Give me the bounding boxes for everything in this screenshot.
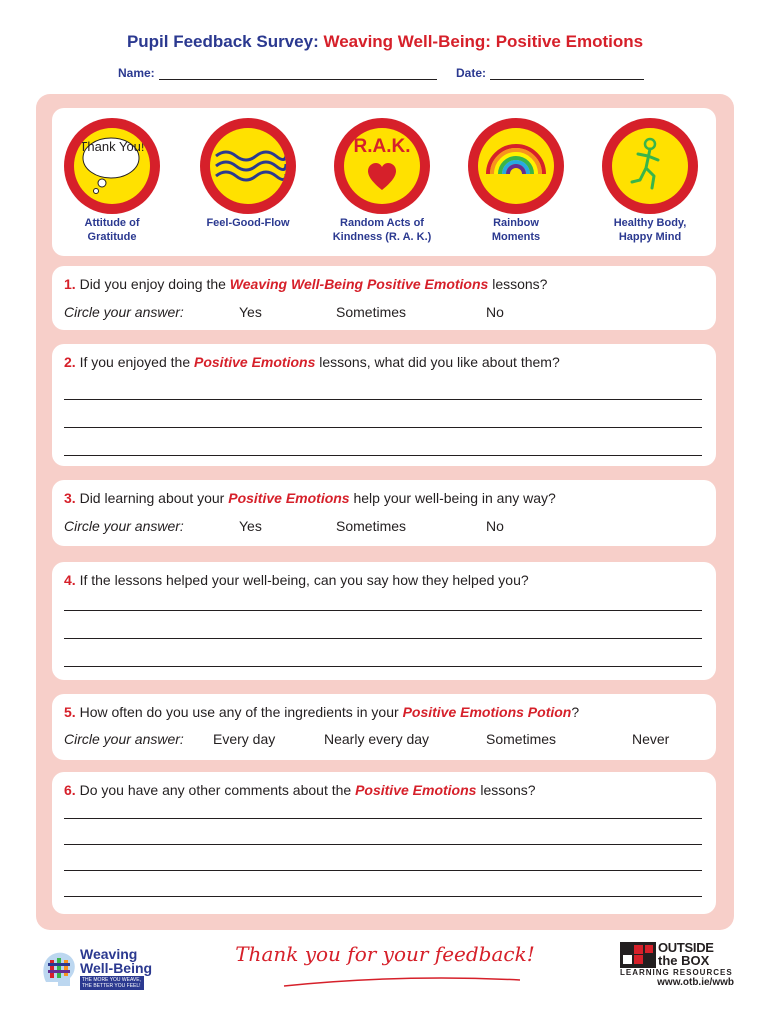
rainbow-badge bbox=[468, 118, 564, 214]
wwb-line2: Well-Being bbox=[80, 960, 153, 976]
question-6-card bbox=[52, 772, 716, 914]
question-5-card bbox=[52, 694, 716, 760]
answer-option-no[interactable]: No bbox=[486, 304, 504, 320]
answer-line[interactable] bbox=[64, 399, 702, 400]
question-3-text: 3. Did learning about your Positive Emotions help your well-being in any way? bbox=[64, 490, 556, 506]
question-1-card bbox=[52, 266, 716, 330]
badge-label-flow: Feel-Good-Flow bbox=[206, 217, 290, 229]
badge-label-gratitude: Attitude of Gratitude bbox=[84, 217, 140, 243]
question-1-text: 1. Did you enjoy doing the Weaving Well-Being Positive Emotions lessons? bbox=[64, 276, 548, 292]
rainbow-icon bbox=[478, 128, 554, 204]
badge-label-rak: Random Acts of Kindness (R. A. K.) bbox=[332, 217, 432, 243]
date-label: Date: bbox=[456, 66, 487, 80]
question-4-card bbox=[52, 562, 716, 680]
rak-text: R.A.K. bbox=[353, 136, 411, 157]
otb-url[interactable]: www.otb.ie/wwb bbox=[657, 977, 734, 988]
answer-option-sometimes[interactable]: Sometimes bbox=[336, 304, 407, 320]
answer-option-every-day[interactable]: Every day bbox=[213, 731, 276, 747]
circle-answer-label: Circle your answer: bbox=[64, 731, 184, 747]
answer-line[interactable] bbox=[64, 638, 702, 639]
badges-card bbox=[52, 108, 716, 256]
answer-line[interactable] bbox=[64, 818, 702, 819]
page-title bbox=[0, 32, 770, 52]
question-2-card bbox=[52, 344, 716, 466]
answer-line[interactable] bbox=[64, 610, 702, 611]
waves-icon bbox=[210, 128, 286, 204]
otb-subtitle: LEARNING RESOURCES bbox=[620, 968, 733, 977]
answer-line[interactable] bbox=[64, 870, 702, 871]
answer-option-nearly-every-day[interactable]: Nearly every day bbox=[324, 731, 430, 747]
name-label: Name: bbox=[118, 66, 155, 80]
badge-label-rainbow: Rainbow Moments bbox=[491, 217, 541, 243]
badge-label-healthy: Healthy Body, Happy Mind bbox=[613, 217, 687, 243]
answer-option-never[interactable]: Never bbox=[632, 731, 670, 747]
otb-line2: the BOX bbox=[658, 953, 710, 968]
question-4-text: 4. If the lessons helped your well-being, can you say how they helped you? bbox=[64, 572, 529, 588]
answer-line[interactable] bbox=[64, 455, 702, 456]
otb-line1: OUTSIDE bbox=[658, 940, 714, 955]
title-prefix: Pupil Feedback Survey: bbox=[126, 32, 319, 51]
question-2-text: 2. If you enjoyed the Positive Emotions lessons, what did you like about them? bbox=[64, 354, 560, 370]
healthy-badge bbox=[602, 118, 698, 214]
answer-line[interactable] bbox=[64, 427, 702, 428]
circle-answer-label: Circle your answer: bbox=[64, 518, 184, 534]
title-main: Weaving Well-Being: Positive Emotions bbox=[323, 32, 644, 51]
name-input-line[interactable] bbox=[159, 68, 437, 80]
question-5-text: 5. How often do you use any of the ingredients in your Positive Emotions Potion? bbox=[64, 704, 580, 720]
outside-the-box-logo bbox=[620, 940, 738, 990]
answer-line[interactable] bbox=[64, 844, 702, 845]
answer-line[interactable] bbox=[64, 666, 702, 667]
circle-answer-label: Circle your answer: bbox=[64, 304, 184, 320]
thanks-underline-swoosh bbox=[282, 976, 522, 988]
question-3-card bbox=[52, 480, 716, 546]
answer-line[interactable] bbox=[64, 896, 702, 897]
wwb-tagline: THE MORE YOU WEAVE, THE BETTER YOU FEEL! bbox=[80, 976, 144, 990]
answer-option-sometimes[interactable]: Sometimes bbox=[486, 731, 557, 747]
answer-option-sometimes[interactable]: Sometimes bbox=[336, 518, 407, 534]
otb-blocks-icon bbox=[620, 942, 656, 968]
thank-you-message: Thank you for your feedback! bbox=[235, 942, 535, 966]
rak-badge bbox=[334, 118, 430, 214]
flow-badge bbox=[200, 118, 296, 214]
gratitude-badge bbox=[64, 118, 160, 214]
thank-you-text: Thank You! bbox=[79, 139, 145, 154]
name-field[interactable] bbox=[118, 66, 437, 80]
answer-option-yes[interactable]: Yes bbox=[239, 518, 262, 534]
date-field[interactable] bbox=[456, 66, 644, 80]
question-6-text: 6. Do you have any other comments about the Positive Emotions lessons? bbox=[64, 782, 536, 798]
date-input-line[interactable] bbox=[490, 68, 644, 80]
wwb-line1: Weaving bbox=[80, 946, 138, 962]
running-figure-icon bbox=[612, 128, 688, 204]
answer-option-no[interactable]: No bbox=[486, 518, 504, 534]
answer-option-yes[interactable]: Yes bbox=[239, 304, 262, 320]
